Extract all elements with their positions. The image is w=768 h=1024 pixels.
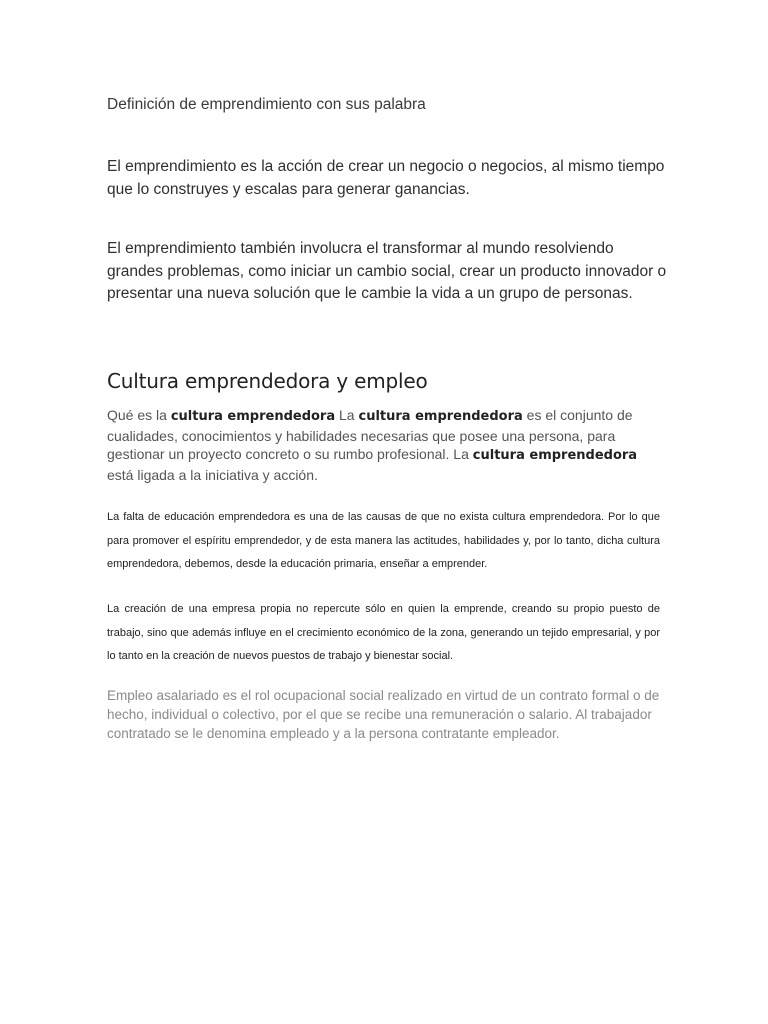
- paragraph-education: La falta de educación emprendedora es una de las causas de que no exista cultura emprendedora. Por lo que para promover el espíritu emprendedor, y de esta manera las actitudes, habilidades y, por lo tanto, dicha cultura emprendedora, debemos, desde la educación primaria, enseñar a emprender.: [107, 511, 660, 570]
- cultura-mid-1: La: [339, 407, 355, 423]
- cultura-bold-term-1: cultura emprendedora: [170, 409, 336, 424]
- cultura-bold-term-2: cultura emprendedora: [358, 409, 523, 424]
- paragraph-business-creation: La creación de una empresa propia no repercute sólo en quien la emprende, creando su propio puesto de trabajo, sino que además influye en el crecimiento económico de la zona, generando un tejido empresarial, y por lo tanto en la creación de nuevos puestos de trabajo y bienestar social.: [107, 603, 660, 662]
- cultura-mid-2: es el conjunto de cualidades, conocimientos y habilidades necesarias que posee una persona, para gestionar un proyecto concreto o su rumbo profesional. La: [107, 407, 633, 462]
- paragraph-cultura-emprendedora: [107, 406, 647, 484]
- paragraph-salaried-employment: Empleo asalariado es el rol ocupacional social realizado en virtud de un contrato formal o de hecho, individual o colectivo, por el que se recibe una remuneración o salario. Al trabajador contratado se le denomina empleado y a la persona contratante empleador.: [107, 688, 660, 741]
- paragraph-definition: El emprendimiento es la acción de crear un negocio o negocios, al mismo tiempo que lo construyes y escalas para generar ganancias.: [107, 158, 665, 198]
- cultura-end: está ligada a la iniciativa y acción.: [107, 466, 318, 483]
- section-heading: Cultura emprendedora y empleo: [107, 369, 428, 393]
- cultura-bold-term-3: cultura emprendedora: [472, 448, 638, 463]
- cultura-intro: Qué es la: [107, 407, 167, 423]
- definition-title: Definición de emprendimiento con sus palabra: [107, 96, 426, 113]
- paragraph-transformation: El emprendimiento también involucra el transformar al mundo resolviendo grandes problemas, como iniciar un cambio social, crear un producto innovador o presentar una nueva solución que le cambie la vida a un grupo de personas.: [107, 240, 667, 302]
